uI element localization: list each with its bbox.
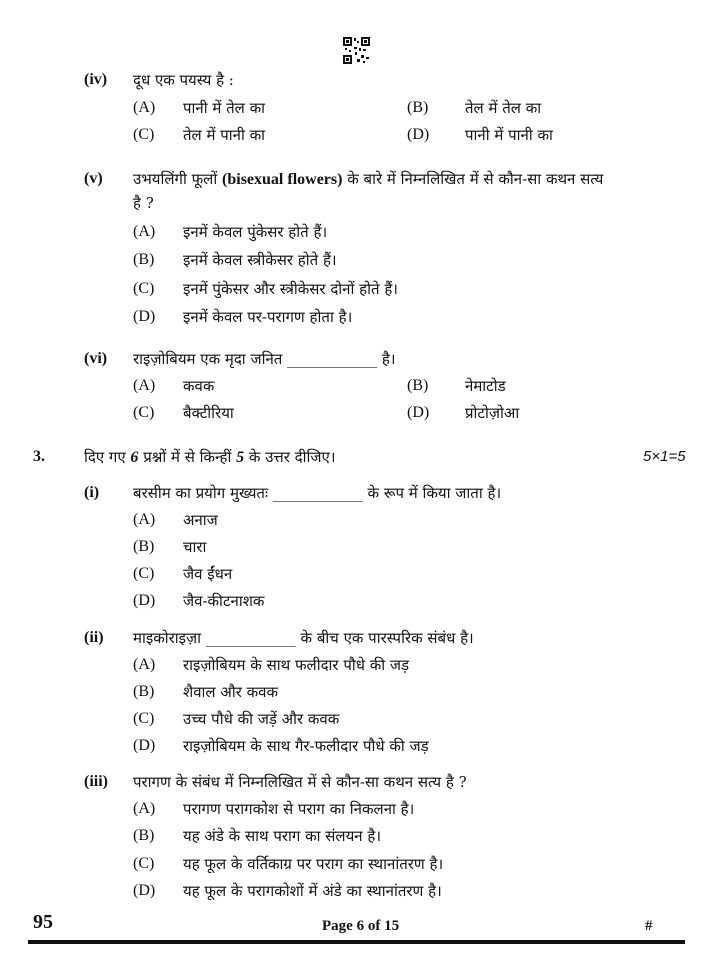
option-text: तेल में पानी का [183, 126, 266, 144]
option-label: (B) [407, 377, 429, 394]
option-text: जैव ईंधन [183, 565, 233, 583]
option-label: (A) [133, 223, 156, 240]
question-text: उभयलिंगी फूलों (bisexual flowers) के बारे में निम्नलिखित में से कौन-सा कथन सत्य [133, 170, 604, 188]
option-text: यह अंडे के साथ पराग का संलयन है। [183, 827, 382, 845]
question-text: राइज़ोबियम एक मृदा जनित ____________ है। [133, 350, 396, 368]
page-number: Page 6 of 15 [322, 918, 400, 934]
paper-code: 95 [33, 911, 53, 933]
option-label: (A) [133, 99, 156, 116]
option-label: (B) [133, 683, 155, 700]
option-label: (C) [133, 855, 155, 872]
question-number: (iv) [84, 71, 108, 88]
hash-mark: # [645, 918, 653, 934]
option-label: (C) [133, 565, 155, 582]
question-text-line2: है ? [133, 194, 154, 212]
option-label: (C) [133, 404, 155, 421]
option-text: यह फूल के परागकोशों में अंडे का स्थानांतरण है। [183, 882, 442, 900]
question-text: दूध एक पयस्य है : [133, 71, 234, 89]
option-label: (B) [133, 827, 155, 844]
option-label: (A) [133, 377, 156, 394]
option-label: (D) [133, 308, 156, 325]
question-number: 3. [33, 448, 45, 465]
option-text: यह फूल के वर्तिकाग्र पर पराग का स्थानांतरण है। [183, 855, 444, 873]
option-text: जैव-कीटनाशक [183, 592, 265, 610]
option-label: (D) [133, 737, 156, 754]
footer-rule [28, 940, 685, 944]
option-label: (A) [133, 511, 156, 528]
option-label: (B) [133, 538, 155, 555]
question-text: माइकोराइज़ा ____________ के बीच एक पारस्परिक संबंध है। [133, 629, 474, 647]
option-text: इनमें पुंकेसर और स्त्रीकेसर दोनों होते हैं। [183, 280, 398, 298]
option-text: परागण परागकोश से पराग का निकलना है। [183, 800, 415, 818]
option-text: पानी में पानी का [465, 126, 553, 144]
option-label: (C) [133, 280, 155, 297]
question-number: (vi) [84, 350, 108, 367]
question-number: (i) [84, 484, 100, 501]
qr-code-icon [343, 37, 370, 64]
question-text: परागण के संबंध में निम्नलिखित में से कौन-सा कथन सत्य है ? [133, 773, 467, 791]
section-instruction: दिए गए 6 प्रश्नों में से किन्हीं 5 के उत्तर दीजिए। [84, 448, 336, 466]
question-number: (iii) [84, 773, 108, 790]
option-text: अनाज [183, 511, 218, 529]
option-label: (B) [133, 251, 155, 268]
option-text: राइज़ोबियम के साथ गैर-फलीदार पौधे की जड़ [183, 737, 429, 755]
question-number: (ii) [84, 629, 104, 646]
option-text: नेमाटोड [465, 377, 506, 395]
option-text: पानी में तेल का [183, 99, 266, 117]
option-text: कवक [183, 377, 215, 395]
option-text: तेल में तेल का [465, 99, 542, 117]
option-text: बैक्टीरिया [183, 404, 234, 422]
option-text: प्रोटोज़ोआ [465, 404, 520, 422]
question-number: (v) [84, 170, 103, 187]
option-label: (D) [133, 592, 156, 609]
marks-allocation: 5×1=5 [643, 448, 686, 465]
option-text: इनमें केवल पर-परागण होता है। [183, 308, 353, 326]
option-text: चारा [183, 538, 207, 556]
option-label: (B) [407, 99, 429, 116]
option-text: शैवाल और कवक [183, 683, 278, 701]
option-label: (C) [133, 710, 155, 727]
question-text: बरसीम का प्रयोग मुख्यतः ____________ के रूप में किया जाता है। [133, 484, 502, 502]
option-label: (A) [133, 656, 156, 673]
option-text: राइज़ोबियम के साथ फलीदार पौधे की जड़ [183, 656, 410, 674]
option-label: (C) [133, 126, 155, 143]
option-text: इनमें केवल पुंकेसर होते हैं। [183, 223, 328, 241]
option-label: (A) [133, 800, 156, 817]
option-text: उच्च पौधे की जड़ें और कवक [183, 710, 340, 728]
option-label: (D) [133, 882, 156, 899]
option-label: (D) [407, 126, 430, 143]
option-text: इनमें केवल स्त्रीकेसर होते हैं। [183, 251, 337, 269]
option-label: (D) [407, 404, 430, 421]
